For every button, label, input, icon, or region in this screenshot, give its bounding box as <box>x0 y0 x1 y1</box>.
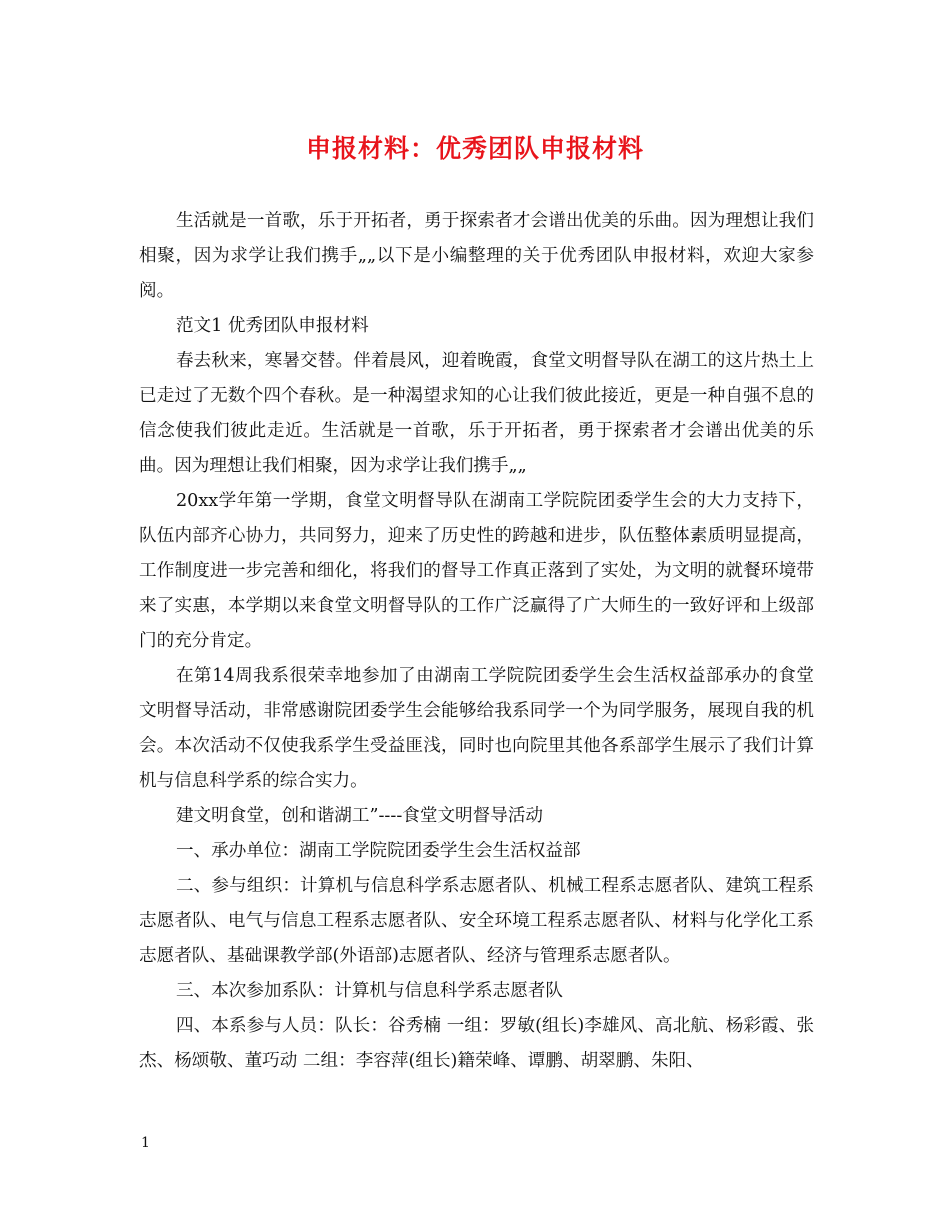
paragraph-organizer: 一、承办单位：湖南工学院院团委学生会生活权益部 <box>175 841 581 861</box>
paragraph-sample-heading: 范文1 优秀团队申报材料 <box>175 316 369 336</box>
paragraph-participants: 二、参与组织：计算机与信息科学系志愿者队、机械工程系志愿者队、建筑工程系志愿者队、电气与信息工程系志愿者队、安全环境工程系志愿者队、材料与化学化工系志愿者队、基础课教学部(外语部)志愿者队、经济与管理系志愿者队。 <box>139 876 814 966</box>
document-body <box>139 204 814 1079</box>
paragraph-team: 三、本次参加系队：计算机与信息科学系志愿者队 <box>175 981 564 1001</box>
page-number: 1 <box>141 1135 150 1151</box>
paragraph: 春去秋来，寒暑交替。伴着晨风，迎着晚霞，食堂文明督导队在湖工的这片热土上已走过了无数个四个春秋。是一种渴望求知的心让我们彼此接近，更是一种自强不息的信念使我们彼此走近。生活就是一首歌，乐于开拓者，勇于探索者才会谱出优美的乐曲。因为理想让我们相聚，因为求学让我们携手„„ <box>139 351 814 476</box>
paragraph-members: 四、本系参与人员：队长：谷秀楠 一组：罗敏(组长)李雄风、高北航、杨彩霞、张杰、杨颂敬、董巧动 二组：李容萍(组长)籍荣峰、谭鹏、胡翠鹏、朱阳、 <box>139 1016 814 1071</box>
paragraph: 在第14周我系很荣幸地参加了由湖南工学院院团委学生会生活权益部承办的食堂文明督导活动，非常感谢院团委学生会能够给我系同学一个为同学服务，展现自我的机会。本次活动不仅使我系学生受益匪浅，同时也向院里其他各系部学生展示了我们计算机与信息科学系的综合实力。 <box>139 666 814 791</box>
paragraph-intro: 生活就是一首歌，乐于开拓者，勇于探索者才会谱出优美的乐曲。因为理想让我们相聚，因为求学让我们携手„„以下是小编整理的关于优秀团队申报材料，欢迎大家参阅。 <box>139 211 814 301</box>
paragraph-activity-title: 建文明食堂，创和谐湖工”----食堂文明督导活动 <box>175 806 544 826</box>
paragraph: 20xx学年第一学期，食堂文明督导队在湖南工学院院团委学生会的大力支持下，队伍内部齐心协力，共同努力，迎来了历史性的跨越和进步，队伍整体素质明显提高，工作制度进一步完善和细化，将我们的督导工作真正落到了实处，为文明的就餐环境带来了实惠，本学期以来食堂文明督导队的工作广泛赢得了广大师生的一致好评和上级部门的充分肯定。 <box>139 491 814 651</box>
page-title: 申报材料：优秀团队申报材料 <box>305 134 644 163</box>
